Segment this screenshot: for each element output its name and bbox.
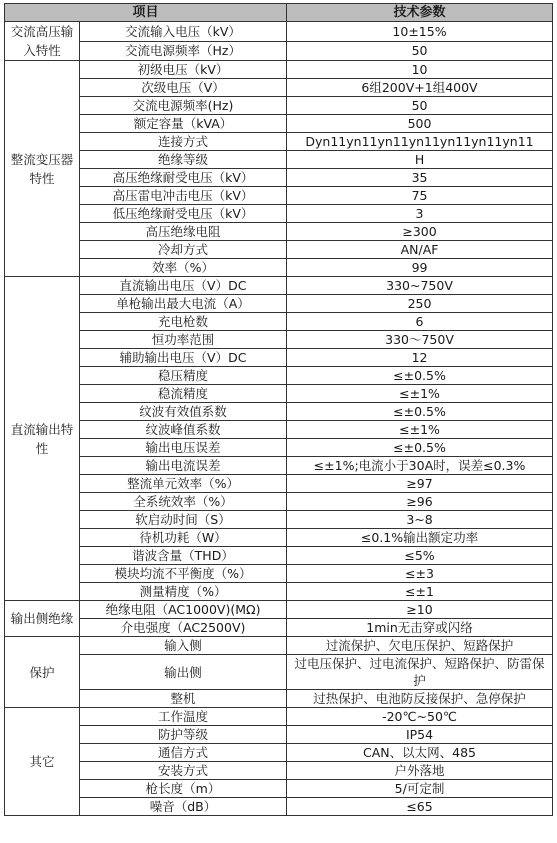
param-value: 250	[287, 295, 553, 313]
param-value: ≤±1	[287, 583, 553, 601]
param-label: 输出侧	[80, 655, 287, 690]
param-value: 75	[287, 187, 553, 205]
category-cell: 交流高压输入特性	[5, 22, 80, 61]
spec-row	[5, 41, 553, 61]
param-label: 初级电压（kV）	[80, 61, 287, 79]
spec-row	[5, 259, 553, 277]
spec-row	[5, 61, 553, 79]
param-value: ≥300	[287, 223, 553, 241]
spec-row	[5, 115, 553, 133]
param-label: 恒功率范围	[80, 331, 287, 349]
param-value: ≥10	[287, 601, 553, 619]
param-value: ≤±3	[287, 565, 553, 583]
spec-row	[5, 421, 553, 439]
spec-row	[5, 367, 553, 385]
category-cell: 整流变压器特性	[5, 61, 80, 277]
spec-row	[5, 547, 553, 565]
category-cell: 保护	[5, 637, 80, 708]
spec-row	[5, 708, 553, 726]
param-value: ≤5%	[287, 547, 553, 565]
param-value: 50	[287, 41, 553, 61]
param-label: 高压雷电冲击电压（kV）	[80, 187, 287, 205]
param-value: IP54	[287, 726, 553, 744]
param-label: 工作温度	[80, 708, 287, 726]
header-params: 技术参数	[287, 4, 553, 22]
param-value: ≤±0.5%	[287, 439, 553, 457]
param-label: 高压绝缘耐受电压（kV）	[80, 169, 287, 187]
param-label: 稳压精度	[80, 367, 287, 385]
param-label: 全系统效率（%）	[80, 493, 287, 511]
spec-row	[5, 726, 553, 744]
spec-row	[5, 331, 553, 349]
spec-row	[5, 637, 553, 655]
param-label: 软启动时间（S）	[80, 511, 287, 529]
spec-row	[5, 205, 553, 223]
spec-row	[5, 97, 553, 115]
param-label: 枪长度（m）	[80, 780, 287, 798]
param-value: 330～750V	[287, 331, 553, 349]
param-value: ≤±0.5%	[287, 367, 553, 385]
spec-row	[5, 277, 553, 295]
param-value: 99	[287, 259, 553, 277]
param-value: 330~750V	[287, 277, 553, 295]
param-label: 输出电压误差	[80, 439, 287, 457]
param-label: 效率（%）	[80, 259, 287, 277]
param-label: 纹波峰值系数	[80, 421, 287, 439]
category-cell: 直流输出特性	[5, 277, 80, 601]
param-label: 直流输出电压（V）DC	[80, 277, 287, 295]
spec-row	[5, 619, 553, 637]
param-value: AN/AF	[287, 241, 553, 259]
param-value: ≤0.1%输出额定功率	[287, 529, 553, 547]
param-label: 输出电流误差	[80, 457, 287, 475]
param-label: 输入侧	[80, 637, 287, 655]
spec-row	[5, 133, 553, 151]
param-label: 纹波有效值系数	[80, 403, 287, 421]
param-value: ≤±1%;电流小于30A时，误差≤0.3%	[287, 457, 553, 475]
param-value: 过热保护、电池防反接保护、急停保护	[287, 690, 553, 708]
param-value: 3~8	[287, 511, 553, 529]
param-value: ≤±0.5%	[287, 403, 553, 421]
param-value: ≤±1%	[287, 421, 553, 439]
param-label: 测量精度（%）	[80, 583, 287, 601]
param-value: 12	[287, 349, 553, 367]
param-value: ≤65	[287, 798, 553, 816]
param-value: 10±15%	[287, 22, 553, 42]
spec-row	[5, 655, 553, 690]
param-label: 冷却方式	[80, 241, 287, 259]
param-label: 待机功耗（W）	[80, 529, 287, 547]
spec-row	[5, 151, 553, 169]
spec-row	[5, 493, 553, 511]
param-label: 次级电压（V）	[80, 79, 287, 97]
spec-row	[5, 385, 553, 403]
param-value: 1min无击穿或闪络	[287, 619, 553, 637]
param-value: 过电压保护、过电流保护、短路保护、防雷保护	[287, 655, 553, 690]
spec-row	[5, 744, 553, 762]
param-label: 通信方式	[80, 744, 287, 762]
param-value: -20℃~50℃	[287, 708, 553, 726]
param-value: ≥96	[287, 493, 553, 511]
param-label: 介电强度（AC2500V)	[80, 619, 287, 637]
spec-row	[5, 295, 553, 313]
param-value: 50	[287, 97, 553, 115]
spec-row	[5, 475, 553, 493]
param-value: ≥97	[287, 475, 553, 493]
category-cell: 其它	[5, 708, 80, 816]
spec-row	[5, 762, 553, 780]
spec-row	[5, 565, 553, 583]
spec-row	[5, 403, 553, 421]
spec-row	[5, 223, 553, 241]
spec-row	[5, 583, 553, 601]
param-label: 交流电源频率（Hz）	[80, 41, 287, 61]
param-value: Dyn11yn11yn11yn11yn11yn11yn11	[287, 133, 553, 151]
spec-table	[4, 3, 553, 816]
param-label: 稳流精度	[80, 385, 287, 403]
param-value: CAN、以太网、485	[287, 744, 553, 762]
param-label: 充电枪数	[80, 313, 287, 331]
spec-row	[5, 798, 553, 816]
param-label: 辅助输出电压（V）DC	[80, 349, 287, 367]
spec-row	[5, 690, 553, 708]
header-row	[5, 4, 553, 22]
param-value: H	[287, 151, 553, 169]
spec-row	[5, 780, 553, 798]
param-label: 防护等级	[80, 726, 287, 744]
spec-row	[5, 187, 553, 205]
spec-row	[5, 601, 553, 619]
param-label: 低压绝缘耐受电压（kV）	[80, 205, 287, 223]
param-value: ≤±1%	[287, 385, 553, 403]
spec-row	[5, 79, 553, 97]
spec-row	[5, 349, 553, 367]
param-label: 额定容量（kVA）	[80, 115, 287, 133]
header-item: 项目	[5, 4, 287, 22]
param-value: 过流保护、欠电压保护、短路保护	[287, 637, 553, 655]
param-label: 安装方式	[80, 762, 287, 780]
spec-row	[5, 241, 553, 259]
param-label: 交流电源频率(Hz)	[80, 97, 287, 115]
param-label: 绝缘等级	[80, 151, 287, 169]
param-value: 35	[287, 169, 553, 187]
param-value: 6	[287, 313, 553, 331]
param-label: 谐波含量（THD）	[80, 547, 287, 565]
param-label: 绝缘电阻（AC1000V)(MΩ)	[80, 601, 287, 619]
spec-body	[5, 22, 553, 816]
spec-row	[5, 529, 553, 547]
param-label: 噪音（dB）	[80, 798, 287, 816]
spec-row	[5, 511, 553, 529]
spec-row	[5, 169, 553, 187]
spec-row	[5, 439, 553, 457]
param-label: 模块均流不平衡度（%）	[80, 565, 287, 583]
spec-row	[5, 313, 553, 331]
param-label: 整流单元效率（%）	[80, 475, 287, 493]
param-value: 户外落地	[287, 762, 553, 780]
category-cell: 输出侧绝缘	[5, 601, 80, 637]
param-label: 交流输入电压（kV）	[80, 22, 287, 42]
param-label: 连接方式	[80, 133, 287, 151]
param-value: 10	[287, 61, 553, 79]
param-label: 单枪输出最大电流（A）	[80, 295, 287, 313]
param-value: 3	[287, 205, 553, 223]
spec-row	[5, 22, 553, 42]
param-value: 500	[287, 115, 553, 133]
param-label: 整机	[80, 690, 287, 708]
param-value: 5/可定制	[287, 780, 553, 798]
spec-row	[5, 457, 553, 475]
param-value: 6组200V+1组400V	[287, 79, 553, 97]
param-label: 高压绝缘电阻	[80, 223, 287, 241]
